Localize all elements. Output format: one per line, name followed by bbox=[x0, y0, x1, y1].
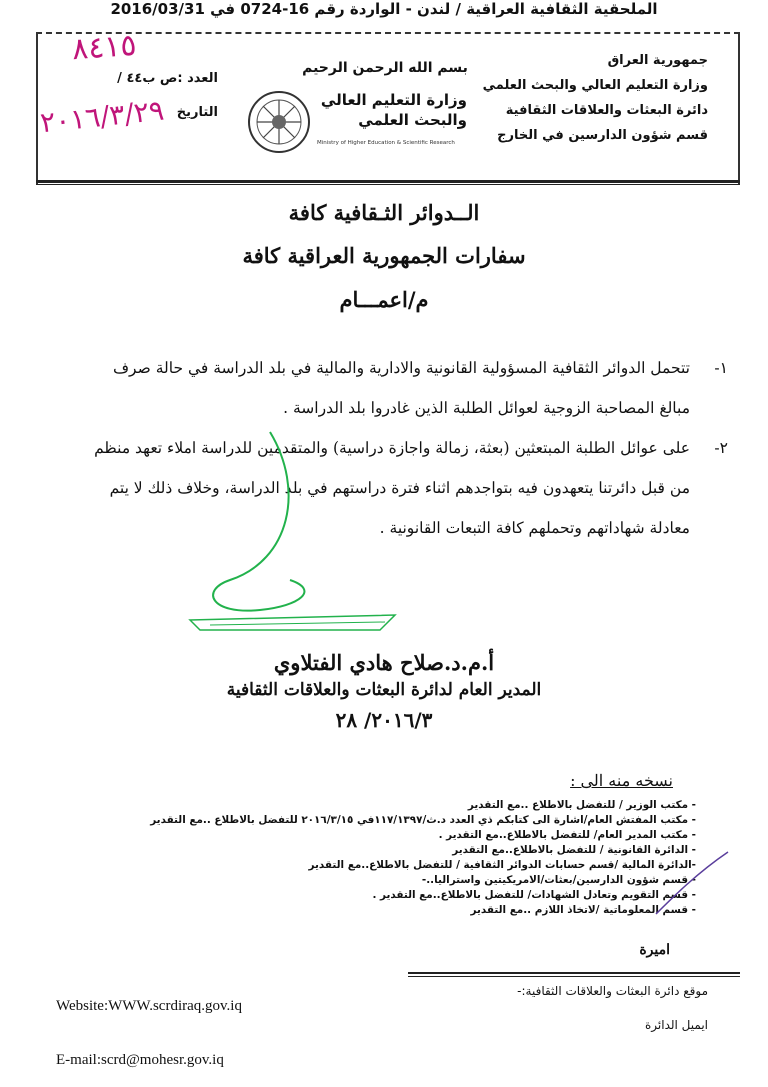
paragraph-2-text: على عوائل الطلبة المبتعثين (بعثة، زمالة واجازة دراسية) والمتقدمين للدراسة املاء تعهد منظم من قبل دائرتنا يتعهدون فيه بتواجدهم اثناء فترة دراستهم في بلد الدراسة، وخلاف ذلك لا يتم معادلة شهاداتهم وتحملهم كافة التبعات القانونية . bbox=[94, 439, 690, 537]
heading-line-1: جمهورية العراق bbox=[607, 53, 708, 68]
handwritten-number: ٨٤١٥ bbox=[70, 27, 138, 68]
typist-initials: اميرة bbox=[639, 942, 670, 958]
recipient-cultural-offices: الــدوائر الثـقافية كافة bbox=[288, 200, 480, 225]
copy-item: - قسم التقويم وتعادل الشهادات/ للتفضل بالاطلاع..مع التقدير . bbox=[372, 889, 696, 901]
recipient-embassies: سفارات الجمهورية العراقية كافة bbox=[242, 243, 526, 268]
number-label: العدد :ص ب٤٤ / bbox=[117, 71, 218, 86]
ministry-logo bbox=[245, 86, 475, 158]
copy-item: - الدائرة القانونية / للتفضل بالاطلاع..مع التقدير bbox=[452, 844, 696, 856]
header-divider-thin bbox=[36, 184, 740, 185]
heading-line-4: قسم شؤون الدارسين في الخارج bbox=[497, 128, 708, 143]
copy-item: - قسم المعلوماتية /لاتخاذ اللازم ..مع التقدير bbox=[470, 904, 696, 916]
handwritten-date: ٢٠١٦/٣/٢٩ bbox=[38, 93, 166, 140]
copies-list bbox=[96, 798, 696, 918]
logo-english: Ministry of Higher Education & Scientific Research bbox=[317, 140, 455, 146]
heading-line-2: وزارة التعليم العالي والبحث العلمي bbox=[482, 78, 708, 93]
receipt-stamp-line: الملحقية الثقافية العراقية / لندن - الواردة رقم 16-0724 في 2016/03/31 bbox=[110, 0, 658, 18]
logo-line-2: والبحث العلمي bbox=[358, 111, 467, 129]
website-text: Website:WWW.scrdiraq.gov.iq bbox=[56, 998, 242, 1014]
footer-rule bbox=[408, 972, 740, 974]
signature-scribble bbox=[170, 430, 410, 640]
paragraph-1 bbox=[90, 348, 728, 428]
copy-item: - مكتب المفتش العام/اشارة الى كتابكم ذي العدد د.ث/١١٧/١٣٩٧في ٢٠١٦/٣/١٥ للتفضل بالاطلاع ..مع التقدير bbox=[150, 814, 696, 826]
signature-date: ٢٠١٦/٣/ ٢٨ bbox=[335, 708, 433, 732]
ministry-heading bbox=[458, 48, 708, 148]
signatory-title: المدير العام لدائرة البعثات والعلاقات الثقافية bbox=[226, 680, 542, 700]
paragraph-1-text: تتحمل الدوائر الثقافية المسؤولية القانونية والادارية والمالية في بلد الدراسة في حالة صرف مبالغ المصاحبة الزوجية لعوائل الطلبة الذين غادروا بلد الدراسة . bbox=[112, 359, 690, 417]
footer-rule-thin bbox=[408, 976, 740, 977]
basmala: بسم الله الرحمن الرحيم bbox=[302, 60, 468, 76]
paragraph-1-number: ١- bbox=[714, 359, 728, 377]
subject-circular: م/اعمـــام bbox=[339, 287, 429, 312]
date-label: التاريخ bbox=[176, 105, 218, 120]
email-label: ايميل الدائرة bbox=[644, 1018, 708, 1032]
copies-heading: نسخه منه الى : bbox=[570, 771, 673, 790]
copy-item: -الدائرة المالية /قسم حسابات الدوائر الثقافية / للتفضل بالاطلاع..مع التقدير bbox=[308, 859, 696, 871]
pen-check-mark bbox=[652, 848, 732, 918]
heading-line-3: دائرة البعثات والعلاقات الثقافية bbox=[505, 103, 708, 118]
paragraph-2-number: ٢- bbox=[714, 439, 728, 457]
copy-item: - مكتب الوزير / للتفضل بالاطلاع ..مع التقدير bbox=[467, 799, 696, 811]
signatory-name: أ.م.د.صلاح هادي الفتلاوي bbox=[273, 650, 495, 675]
header-divider bbox=[36, 180, 740, 183]
logo-line-1: وزارة التعليم العالي bbox=[320, 91, 467, 109]
copy-item: - مكتب المدير العام/ للتفضل بالاطلاع..مع التقدير . bbox=[438, 829, 696, 841]
site-label: موقع دائرة البعثات والعلاقات الثقافية:- bbox=[517, 984, 708, 998]
copy-item: - قسم شؤون الدارسين/بعثات/الامريكيتين واستراليا..- bbox=[421, 874, 696, 886]
email-text: E-mail:scrd@mohesr.gov.iq bbox=[56, 1052, 224, 1068]
